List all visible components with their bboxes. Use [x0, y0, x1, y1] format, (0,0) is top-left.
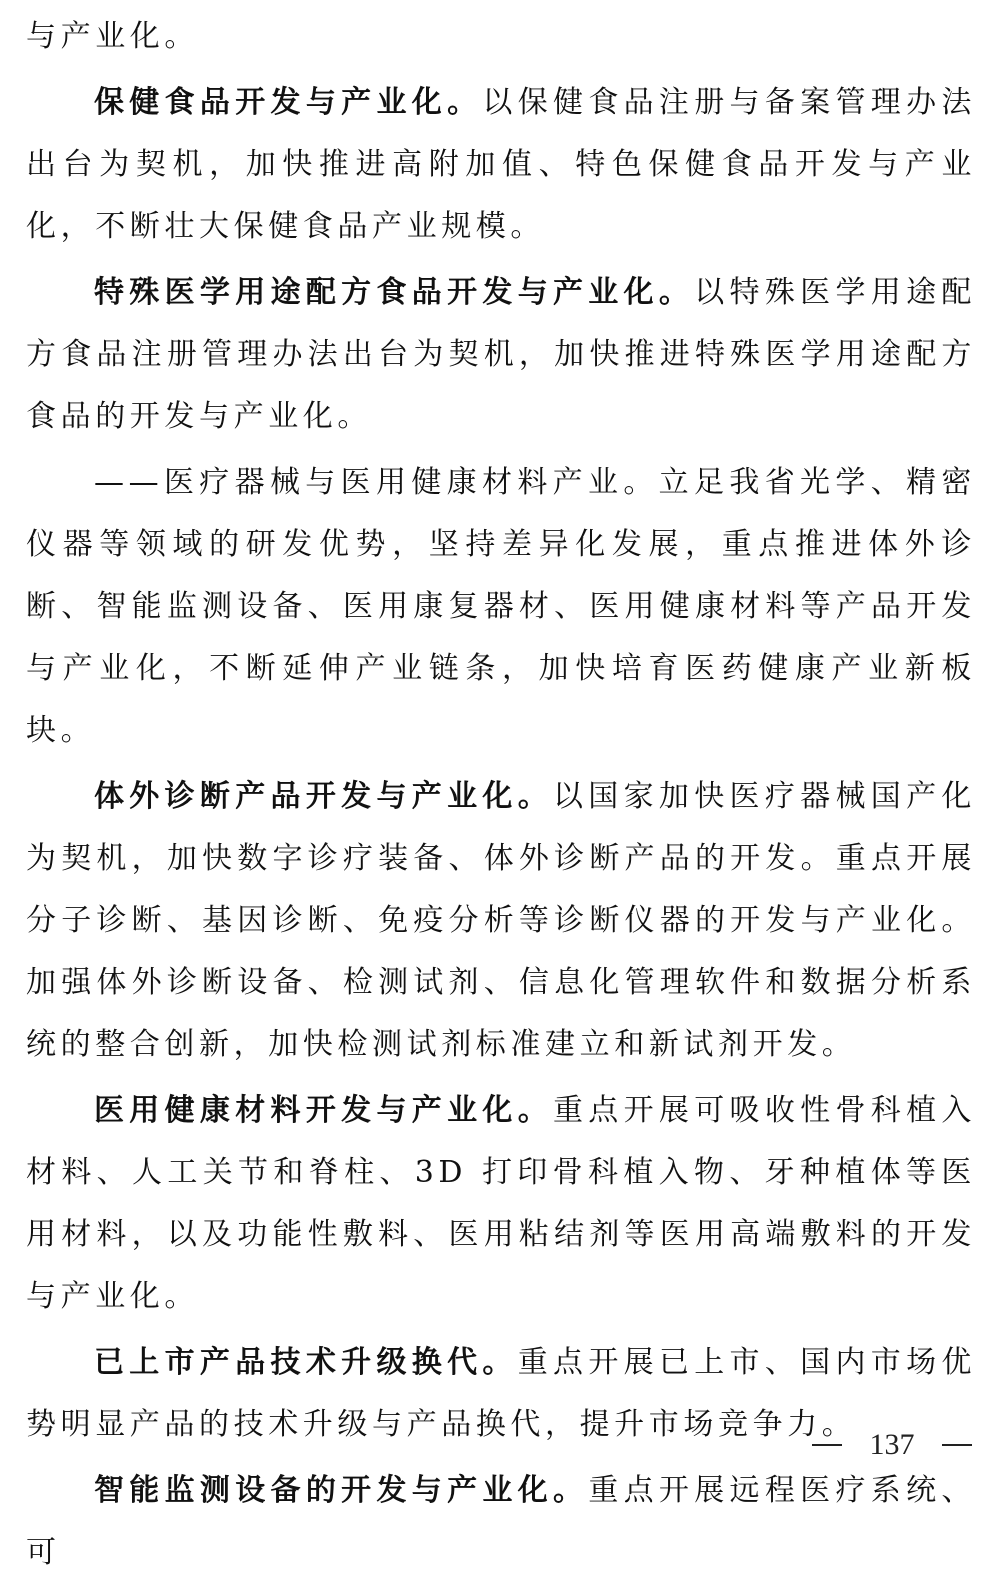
page-footer [812, 1428, 972, 1462]
paragraph-special-medical-food [26, 262, 976, 448]
paragraph-medical-materials [26, 1080, 976, 1328]
paragraph-body: 以保健食品注册与备案管理办法出台为契机，加快推进高附加值、特色保健食品开发与产业化，不断壮大保健食品产业规模。 [26, 85, 976, 244]
paragraph-body: 以特殊医学用途配方食品注册管理办法出台为契机，加快推进特殊医学用途配方食品的开发与产业化。 [26, 275, 976, 434]
paragraph-smart-monitoring [26, 1460, 976, 1584]
footer-dash-left [812, 1444, 842, 1446]
paragraph-body: 重点开展已上市、国内市场优势明显产品的技术升级与产品换代，提升市场竞争力。 [26, 1345, 976, 1442]
document-page [26, 6, 976, 1584]
paragraph-continuation [26, 6, 976, 68]
paragraph-heading: 智能监测设备的开发与产业化。 [94, 1473, 589, 1508]
paragraph-body: 重点开展远程医疗系统、可 [26, 1473, 976, 1570]
paragraph-health-food [26, 72, 976, 258]
paragraph-in-vitro-diagnostics [26, 766, 976, 1076]
paragraph-body: ——医疗器械与医用健康材料产业。立足我省光学、精密仪器等领域的研发优势，坚持差异化发展，重点推进体外诊断、智能监测设备、医用康复器材、医用健康材料等产品开发与产业化，不断延伸产业链条，加快培育医药健康产业新板块。 [26, 465, 976, 748]
paragraph-body: 以国家加快医疗器械国产化为契机，加快数字诊疗装备、体外诊断产品的开发。重点开展分子诊断、基因诊断、免疫分析等诊断仪器的开发与产业化。加强体外诊断设备、检测试剂、信息化管理软件和数据分析系统的整合创新，加快检测试剂标准建立和新试剂开发。 [26, 779, 976, 1062]
footer-dash-right [942, 1444, 972, 1446]
paragraph-heading: 体外诊断产品开发与产业化。 [94, 779, 553, 814]
paragraph-heading: 已上市产品技术升级换代。 [94, 1345, 518, 1380]
paragraph-body: 与产业化。 [26, 19, 199, 54]
paragraph-body: 重点开展可吸收性骨科植入材料、人工关节和脊柱、3D 打印骨科植入物、牙种植体等医用材料，以及功能性敷料、医用粘结剂等医用高端敷料的开发与产业化。 [26, 1093, 976, 1314]
paragraph-heading: 医用健康材料开发与产业化。 [94, 1093, 553, 1128]
paragraph-heading: 保健食品开发与产业化。 [94, 85, 483, 120]
page-number: 137 [869, 1428, 915, 1461]
paragraph-medical-devices [26, 452, 976, 762]
paragraph-heading: 特殊医学用途配方食品开发与产业化。 [94, 275, 695, 310]
